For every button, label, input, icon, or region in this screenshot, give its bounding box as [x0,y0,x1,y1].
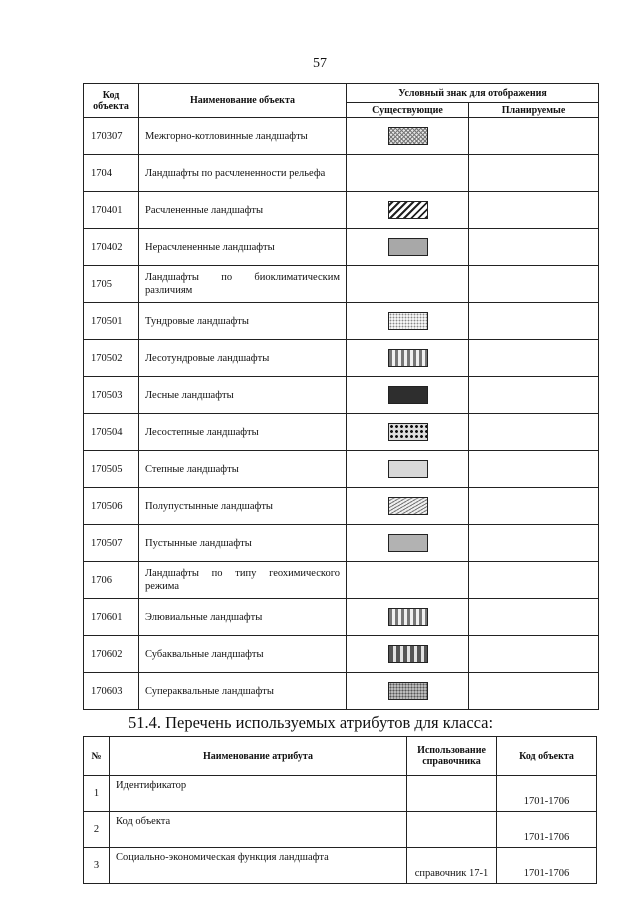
crosshatch-pattern-icon [388,127,428,145]
table-row [84,488,599,525]
table-row [84,340,599,377]
diagonal-hatch-icon [388,201,428,219]
table-row [84,229,599,266]
object-name: Элювиальные ландшафты [139,599,347,636]
dashes-pattern-icon [388,645,428,663]
object-code: 170502 [84,340,139,377]
attr-code: 1701-1706 [497,848,597,884]
object-code: 1704 [84,155,139,192]
header-attr-name: Наименование атрибута [110,737,407,776]
object-code: 170504 [84,414,139,451]
attr-num: 3 [84,848,110,884]
object-code: 170505 [84,451,139,488]
attr-reference [407,776,497,812]
object-code: 170501 [84,303,139,340]
object-name: Лесотундровые ландшафты [139,340,347,377]
table-row [84,673,599,710]
attr-name: Идентификатор [110,776,407,812]
object-code: 170402 [84,229,139,266]
page-number: 57 [313,56,327,71]
object-code: 170307 [84,118,139,155]
section-heading: 51.4. Перечень используемых атрибутов для класса: [128,713,494,732]
header-symbol: Условный знак для отображения [347,84,599,103]
object-name: Ландшафты по биоклиматическим различиям [139,266,347,303]
object-name: Ландшафты по расчлененности рельефа [139,155,347,192]
object-name: Расчлененные ландшафты [139,192,347,229]
attr-num: 2 [84,812,110,848]
table-row [84,451,599,488]
gray-fill-icon [388,238,428,256]
header-num: № [84,737,110,776]
table-row [84,414,599,451]
light-fill-icon [388,460,428,478]
object-name: Лесные ландшафты [139,377,347,414]
table-row [84,562,599,599]
object-code: 170507 [84,525,139,562]
table-row [84,192,599,229]
object-code: 170503 [84,377,139,414]
object-name: Тундровые ландшафты [139,303,347,340]
diamonds-pattern-icon [388,423,428,441]
table-row [84,303,599,340]
table-row [84,599,599,636]
table-row [84,812,597,848]
object-code: 1706 [84,562,139,599]
object-name: Нерасчлененные ландшафты [139,229,347,266]
header-attr-code: Код объекта [497,737,597,776]
dashes-pattern-icon [388,608,428,626]
table-row [84,118,599,155]
object-name: Супераквальные ландшафты [139,673,347,710]
object-code: 1705 [84,266,139,303]
table-row [84,525,599,562]
fine-dots-icon [388,312,428,330]
header-reference: Использование справочника [407,737,497,776]
attr-reference: справочник 17-1 [407,848,497,884]
object-name: Пустынные ландшафты [139,525,347,562]
attr-num: 1 [84,776,110,812]
object-code: 170602 [84,636,139,673]
object-name: Субаквальные ландшафты [139,636,347,673]
attr-name: Социально-экономическая функция ландшафта [110,848,407,884]
table-row [84,377,599,414]
header-name: Наименование объекта [139,84,347,118]
table-row [84,776,597,812]
dashes-pattern-icon [388,349,428,367]
attr-reference [407,812,497,848]
attr-code: 1701-1706 [497,776,597,812]
object-code: 170603 [84,673,139,710]
table-row [84,266,599,303]
attr-code: 1701-1706 [497,812,597,848]
legend-table [83,83,599,710]
object-name: Ландшафты по типу геохимического режима [139,562,347,599]
dark-fill-icon [388,386,428,404]
attr-name: Код объекта [110,812,407,848]
wavy-lines-icon [388,497,428,515]
object-code: 170506 [84,488,139,525]
table-row [84,636,599,673]
object-name: Лесостепные ландшафты [139,414,347,451]
object-code: 170401 [84,192,139,229]
header-existing: Существующие [347,103,469,118]
table-row [84,155,599,192]
gray-fill-icon [388,534,428,552]
object-name: Межгорно-котловинные ландшафты [139,118,347,155]
header-planned: Планируемые [469,103,599,118]
object-name: Полупустынные ландшафты [139,488,347,525]
table-row [84,848,597,884]
object-code: 170601 [84,599,139,636]
header-code: Код объекта [84,84,139,118]
dense-dots-icon [388,682,428,700]
object-name: Степные ландшафты [139,451,347,488]
attributes-table [83,736,597,884]
